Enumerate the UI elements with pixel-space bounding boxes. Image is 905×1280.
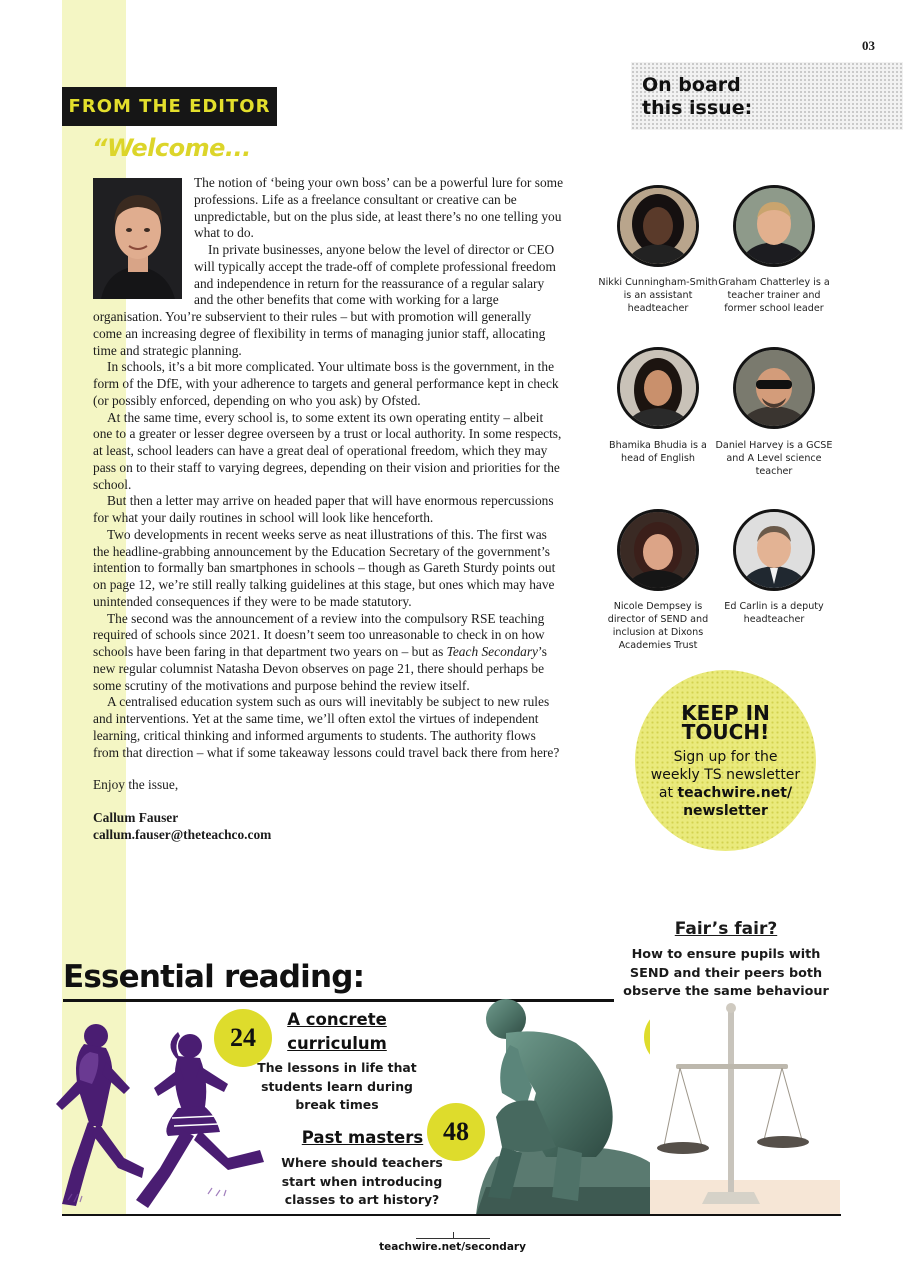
contributor-caption: Nikki Cunningham-Smith is an assistant headteacher [598, 277, 718, 314]
contributor-photo [733, 185, 815, 267]
thinker-statue-image [466, 997, 658, 1220]
contributor-photo [733, 347, 815, 429]
editor-email[interactable]: callum.fauser@theteachco.com [93, 826, 272, 842]
editor-signature [93, 810, 563, 844]
newsletter-link-2[interactable]: newsletter [683, 803, 768, 819]
editor-name: Callum Fauser [93, 810, 179, 825]
contributor-photo [617, 347, 699, 429]
letter-paragraph: The second was the announcement of a review into the compulsory RSE teaching required of schools since 2021. It doesn’t seem too unreasonable to check in on how schools have been faring in that department two years on – but as Teach Secondary’s new regular columnist Natasha Devon observes on page 21, there should perhaps be some scrutiny of the motivations and purpose behind the review itself. [93, 610, 547, 693]
letter-paragraph: In private businesses, anyone below the level of director or CEO will typically accept the trade-off of complete professional freedom and independence in return for the reassurance of a regular salary and the other benefits that come with working for a large organisation. You’re subservient to their rules – but with promotion will generally come an increasing degree of flexibility in terms of managing junior staff, allocating time and strategic planning. [93, 242, 556, 358]
newsletter-promo[interactable] [635, 670, 816, 851]
article-description: Where should teachers start when introducing classes to art history? [281, 1155, 443, 1207]
balance-scales-image [650, 1000, 840, 1219]
contributor-caption: Nicole Dempsey is director of SEND and inclusion at Dixons Academies Trust [607, 601, 709, 651]
letter-paragraph: The notion of ‘being your own boss’ can be a powerful lure for some professions. Life as a freelance consultant or creative can be unpredictable, but on the plus side, at least there’s no one telling you what to do. [194, 175, 564, 241]
letter-paragraph: Two developments in recent weeks serve as neat illustrations of this. The first was the headline-grabbing announcement by the Education Secretary of the government’s intention to formally ban smartphones in schools – though as Gareth Sturdy points out on page 12, we’re still really talking guidelines at this stage, but ones which may have unintended consequences if they were to be made statutory. [93, 526, 556, 609]
editor-letter [93, 175, 563, 844]
page-number: 03 [862, 38, 875, 53]
newsletter-text: Sign up for the weekly TS newsletter at teachwire.net/ newsletter [650, 749, 801, 819]
letter-paragraph: A centralised education system such as ours will inevitably be subject to new rules and interventions. Yet at the same time, we’ll often extol the virtues of independent learning, critical thinking and informed arguments to students. The authority flows from that direction – what if some takeaway lessons could travel back there from here? [93, 694, 560, 760]
bottom-rule [62, 1214, 841, 1216]
article-title[interactable]: Fair’s fair? [674, 919, 778, 939]
letter-paragraph: At the same time, every school is, to some extent its own operating entity – albeit one to a greater or lesser degree overseen by a trust or local authority. In some respects, at least, school leaders can have a great deal of operational freedom, which they may pass on to their staff to varying degrees, depending on their vision and priorities for the school. [93, 409, 562, 492]
magazine-title: Teach Secondary [446, 644, 539, 659]
contributor-caption: Ed Carlin is a deputy headteacher [724, 601, 824, 625]
letter-paragraph: But then a letter may arrive on headed paper that will have enormous repercussions for what your daily routines in school will look like henceforth. [93, 493, 554, 525]
footer-rule [416, 1238, 490, 1239]
article-description: The lessons in life that students learn during break times [257, 1060, 417, 1112]
letter-closing: Enjoy the issue, [93, 777, 179, 793]
contributor-caption: Bhamika Bhudia is a head of English [609, 440, 707, 464]
newsletter-heading: KEEP IN TOUCH! [681, 701, 770, 744]
welcome-heading: “Welcome... [92, 134, 251, 162]
section-tag: FROM THE EDITOR [62, 87, 277, 126]
page-number-badge[interactable]: 24 [214, 1009, 272, 1067]
article-title[interactable]: Past masters [301, 1128, 424, 1147]
contributor-caption: Daniel Harvey is a GCSE and A Level science teacher [715, 440, 833, 477]
article-title[interactable]: A concrete curriculum [287, 1010, 387, 1053]
contributor-photo [733, 509, 815, 591]
newsletter-link[interactable]: teachwire.net/ [677, 785, 793, 801]
contributor-caption: Graham Chatterley is a teacher trainer and former school leader [718, 277, 830, 314]
page-number-badge[interactable]: 48 [427, 1103, 485, 1161]
onboard-title: On board this issue: [642, 74, 753, 119]
letter-paragraph: In schools, it’s a bit more complicated. Your ultimate boss is the government, in the form of the DfE, with your adherence to targets and general performance kept in check (or possibly enforced, depending on who you ask) by Ofsted. [93, 359, 559, 408]
article-description: How to ensure pupils with SEND and their peers both observe the same behaviour [623, 947, 829, 999]
contributor-photo [617, 185, 699, 267]
footer-url[interactable]: teachwire.net/secondary [379, 1241, 526, 1253]
contributor-photo [617, 509, 699, 591]
essential-reading-heading: Essential reading: [63, 959, 365, 995]
